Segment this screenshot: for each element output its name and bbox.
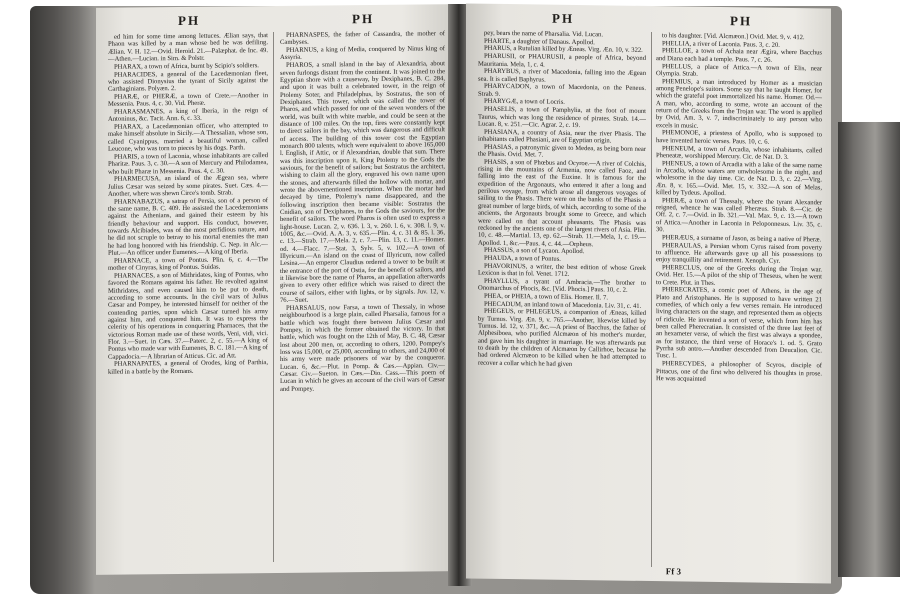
dictionary-entry: PHEMONOE, a priestess of Apollo, who is supposed to have invented heroic verses. Paus. 10, c. 6. bbox=[656, 129, 822, 146]
adjacent-book-edge bbox=[838, 122, 900, 577]
dictionary-entry: PHEMIUS, a man introduced by Homer as a musician among Penelope's suitors. Some say that he taught Homer, for which the grateful poet immortalized his name. Homer. Od.—A man, who, according to some, wrote an account of the return of the Greeks from the Trojan war. The word is applied by Ovid, Am. 3, v. 7, indiscriminately to any person who excels in music. bbox=[656, 77, 822, 130]
dictionary-entry: PHARNABAZUS, a satrap of Persia, son of a person of the same name, B. C. 409. He assisted the Lacedæmonians against the Athenians, and gained their esteem by his friendly behaviour and support. His conduct, however, towards Alcibiades, was of the most perfidious nature, and he did not scruple to betray to his mortal enemies the man he had long honored with his friendship. C. Nep. in Alc.—Plut.—An officer under Eumenes.—A king of Iberia. bbox=[108, 196, 268, 257]
dictionary-entry: PHARASMANES, a king of Iberia, in the reign of Antoninus, &c. Tacit. Ann. 6, c. 33. bbox=[108, 107, 268, 124]
left-page bbox=[96, 4, 456, 575]
page-signature: Ff 3 bbox=[665, 566, 681, 577]
dictionary-entry: pey, bears the name of Pharsalia. Vid. Lucan. bbox=[484, 29, 603, 39]
right-page-column-2 bbox=[656, 32, 822, 569]
right-page-header-left: PH bbox=[552, 10, 575, 26]
dictionary-entry: PHAYLLUS, a tyrant of Ambracia.—The brother to Onomarchus of Phocis, &c. [Vid. Phocis.] Paus. 10, c. 2. bbox=[478, 277, 646, 294]
dictionary-entry: PHASIANA, a country of Asia, near the river Phasis. The inhabitants called Phasiani, are of Egyptian origin. bbox=[478, 128, 646, 145]
dictionary-entry: PHASELIS, a town of Pamphylia, at the foot of mount Taurus, which was long the residence of pirates. Strab. 14.—Lucan. 8, v. 251.—Cic. Agrar. 2, c. 19. bbox=[478, 105, 646, 129]
left-page-column-1 bbox=[108, 32, 268, 569]
dictionary-entry: PHARNAPATES, a general of Orodes, king of Parthia, killed in a battle by the Romans. bbox=[108, 359, 268, 376]
dictionary-entry: PHEGEUS, or PHLEGEUS, a companion of Æneas, killed by Turnus. Virg. Æn. 9, v. 765.—Another, likewise killed by Turnus. Id. 12, v. 371, &c.—A priest of Bacchus, the father of Alphesiboea, who purified Alcmæon of his mother's murder, and gave him his daughter in marriage. He was afterwards put to death by the children of Alcmæon by Callirhoe, because he had ordered Alcmæon to be killed when he had attempted to recover a collar which he had given bbox=[478, 308, 646, 368]
left-page-header-left: PH bbox=[178, 12, 201, 29]
dictionary-entry: PHARUS, a Rutulian killed by Æneas. Virg. Æn. 10, v. 322. bbox=[484, 45, 643, 55]
right-page bbox=[466, 3, 831, 583]
dictionary-entry: PHARNASPES, the father of Cassandra, the mother of Cambyses. bbox=[280, 30, 445, 47]
dictionary-entry: PHARACIDES, a general of the Lacedæmonian fleet, who assisted Dionysius the tyrant of Sicily against the Carthaginians. Polyæn. 2. bbox=[108, 69, 268, 93]
dictionary-entry: ed him for some time among lettuces. Ælian says, that Phaon was killed by a man whose bed he was defiling. Ælian. V. H. 12.—Ovid. Heroid. 21.—Palæphat. de Inc. 49.—Athen.—Lucian. in Sim. & Polstr. bbox=[108, 32, 268, 63]
dictionary-entry: PHECADUM, an inland town of Macedonia. Liv. 31, c. 41. bbox=[484, 300, 642, 310]
dictionary-entry: PHARTE, a daughter of Danaus. Apollod. bbox=[484, 37, 595, 46]
dictionary-entry: PHELLIA, a river of Laconia. Paus. 3, c. 20. bbox=[662, 39, 780, 49]
dictionary-entry: PHERECLUS, one of the Greeks during the Trojan war. Ovid. Her. 15.—A pilot of the ship of Theseus, when he went to Crete. Plut. in Thes. bbox=[656, 264, 822, 287]
dictionary-entry: PHERECRATES, a comic poet of Athens, in the age of Plato and Aristophanes. He is supposed to have written 21 comedies, of which only a few verses remain. He introduced living characters on the stage, and represented them as objects of ridicule. He invented a sort of verse, which from him has been called Pherecratian. It consisted of the three last feet of an hexameter verse, of which the first was always a spondee, as for instance, the third verse of Horace's 1. od. 5. Grato Pyrrha sub antro.—Another descended from Deucalion. Cic. Tusc. 1. bbox=[656, 286, 822, 360]
dictionary-entry: PHARIS, a town of Laconia, whose inhabitants are called Pharitæ. Paus. 3, c. 30.—A son of Mercury and Philodamea, who built Pharæ in Messenia. Paus. 4, c. 30. bbox=[108, 151, 268, 176]
dictionary-entry: PHENEUM, a town of Arcadia, whose inhabitants, called Pheneatæ, worshipped Mercury. Cic. de Nat. D. 3. bbox=[656, 144, 822, 161]
dictionary-entry: PHERECYDES, a philosopher of Scyros, disciple of Pittacus, one of the first who delivered his thoughts in prose. He was acquainted bbox=[656, 360, 822, 383]
dictionary-entry: PHAROS, a small island in the bay of Alexandria, about seven furlongs distant from the continent. It was joined to the Egyptian shore with a causeway, by Dexiphanes, B. C. 284, and upon it was built a celebrated tower, in the reign of Ptolemy Soter, and Philadelphus, by Sostratus, the son of Dexiphanes. This tower, which was called the tower of Pharos, and which passed for one of the seven wonders of the world, was built with white marble, and could be seen at the distance of 100 miles. On the top, fires were constantly kept to direct sailors in the bay, which was dangerous and difficult of access. The building of this tower cost the Egyptian monarch 800 talents, which were equivalent to above 165,000 l. English, if Attic, or if Alexandrian, double that sum. There was this inscription upon it, King Ptolemy to the Gods the saviours, for the benefit of sailors; but Sostratus the architect, wishing to claim all the glory, engraved his own name upon the stones, and afterwards filled the hollow with mortar, and wrote the abovementioned inscription. When the mortar had decayed by time, Ptolemy's name disappeared, and the following inscription then became visible: Sostratus the Cnidian, son of Dexiphanes, to the Gods the saviours, for the benefit of sailors. The word Pharos is often used to express a light-house. Lucan. 2, v. 636. l. 3, v. 260. l. 6, v. 308. l. 9, v. 1005, &c.—Ovid. A. A. 3, v. 635.—Plin. 4, c. 31 & 85. l. 36, c. 13.—Strab. 17.—Mela. 2, c. 7.—Plin. 13, c. 11.—Homer. od. 4.—Flacc. 7.—Stat. 3, Sylv. 5, v. 102.—A town of Illyricum.—An island on the coast of Illyricum, now called Lesina.—An emperor Claudius ordered a tower to be built at the entrance of the port of Ostia, for the benefit of sailors, and it likewise bore the name of Pharos, an appellation afterwards given to every other edifice which was raised to direct the course of sailors, either with lights, or by signals. Juv. 12, v. 76.—Suet. bbox=[280, 60, 445, 305]
right-page-column-1 bbox=[478, 30, 646, 567]
dictionary-entry: PHERÆUS, a surname of Jason, as being a native of Pheræ. bbox=[662, 233, 822, 244]
dictionary-entry: PHAUDA, a town of Pontus. bbox=[484, 254, 561, 263]
dictionary-entry: PHARUSII, or PHAURUSII, a people of Africa, beyond Mauritania. Mela, 1, c. 4. bbox=[478, 52, 646, 69]
dictionary-entry: PHENEUS, a town of Arcadia with a lake of the same name in Arcadia, whose waters are unwholesome in the night, and wholesome in the day time. Cic. de Nat. D. 3, c. 22.—Virg. Æn. 8, v. 165.—Ovid. Met. 15, v. 332.—A son of Melas, killed by Tydeus. Apollod. bbox=[656, 159, 822, 198]
dictionary-entry: PHARAX, a town of Africa, burnt by Scipio's soldiers. bbox=[114, 61, 259, 71]
dictionary-entry: PHASSUS, a son of Lycaon. Apollod. bbox=[484, 246, 585, 256]
right-page-header-right: PH bbox=[730, 13, 753, 29]
dictionary-entry: PHARYCADON, a town of Macedonia, on the Peneus. Strab. 9. bbox=[478, 83, 646, 98]
dictionary-entry: PHAVORINUS, a writer, the best edition of whose Greek Lexicon is that in fol. Venet. 1712. bbox=[478, 262, 646, 278]
dictionary-entry: PHARNUS, a king of Media, conquered by Ninus king of Assyria. bbox=[280, 45, 445, 62]
dictionary-entry: PHARAX, a Lacedæmonian officer, who attempted to make himself absolute in Sicily.—A Thessalian, whose son, called Cyanippus, married a beautiful woman, called Leucone, who was torn to pieces by his dogs. Parth. bbox=[108, 122, 268, 153]
dictionary-entry: PHARMECUSA, an island of the Ægean sea, where Julius Cæsar was seized by some pirates. Suet. Cæs. 4.—Another, where was shewn Circe's tomb. Strab. bbox=[108, 174, 268, 198]
dictionary-entry: PHARYBUS, a river of Macedonia, falling into the Ægean sea. It is called Baphyrus. bbox=[478, 67, 646, 84]
column-rule bbox=[273, 32, 274, 562]
dictionary-entry: PHASIS, a son of Phœbus and Ocyroe.—A river of Colchis, rising in the mountains of Armenia, now called Faoz, and falling into the east of the Euxine. It is famous for the expedition of the Argonauts, who entered it after a long and perilous voyage, from which arose all dangerous voyages of sailing to the Phasis. There were on the banks of the Phasis a great number of large birds, of which, according to some of the ancients, the Argonauts brought some to Greece, and which were called on that account pheasants. The Phasis was reckoned by the ancients one of the largest rivers of Asia. Plin. 10, c. 48.—Martial. 13, ep. 62.—Strab. 11.—Mela, 1, c. 19.—Apollod. 1, &c.—Paus. 4, c. 44.—Orpheus. bbox=[478, 158, 646, 248]
dictionary-entry: PHARNACES, a son of Mithridates, king of Pontus, who favored the Romans against his father. He revolted against Mithridates, and even caused him to be put to death, according to some accounts. In the civil wars of Julius Cæsar and Pompey, he interested himself for neither of the contending parties, upon which Cæsar turned his army against him, and conquered him. It was to express the celerity of his operations in conquering Pharnaces, that the victorious Roman made use of these words, Veni, vidi, vici. Flor. 3.—Suet. in Cæs. 37.—Paterc. 2, c. 55.—A king of Pontus who made war with Eumenes, B. C. 181.—A king of Cappadocia.—A librarian of Atticus. Cic. ad Att. bbox=[108, 270, 268, 361]
dictionary-entry: PHELLUS, a place of Attica.—A town of Elis, near Olympia. Strab. bbox=[656, 62, 822, 78]
dictionary-entry: to his daughter. [Vid. Alcmæon.] Ovid. Met. 9, v. 412. bbox=[662, 32, 805, 42]
dictionary-entry: PHERÆ, a town of Thessaly, where the tyrant Alexander reigned, whence he was called Pheræus. Strab. 8.—Cic. de Off. 2, c. 7.—Ovid. in Ib. 321.—Val. Max. 9, c. 13.—A town of Attica.—Another in Laconia in Peloponnesus. Liv. 35, c. 30. bbox=[656, 196, 822, 234]
dictionary-entry: PHARÆ, or PHERÆ, a town of Crete.—Another in Messenia. Paus. 4, c. 30. Vid. Pheræ. bbox=[108, 92, 268, 109]
dictionary-entry: PHEA, or PHEIA, a town of Elis. Homer. Il. 7. bbox=[484, 292, 608, 302]
dictionary-entry: PHASIAS, a patronymic given to Medea, as being born near the Phasis. Ovid. Met. 7. bbox=[478, 143, 646, 159]
dictionary-entry: PHARNACE, a town of Pontus. Plin. 6, c. 4.—The mother of Cinyras, king of Pontus. Suidas. bbox=[108, 255, 268, 272]
dictionary-entry: PHERAULAS, a Persian whom Cyrus raised from poverty to affluence. He afterwards gave up all his possessions to enjoy tranquillity and retirement. Xenoph. Cyr. bbox=[656, 241, 822, 266]
dictionary-entry: PHELLOE, a town of Achaia near Ægira, where Bacchus and Diana each had a temple. Paus. 7, c. 26. bbox=[656, 47, 822, 64]
dictionary-entry: PHARYGÆ, a town of Locris. bbox=[484, 98, 565, 107]
left-page-header-right: PH bbox=[352, 10, 375, 27]
column-rule bbox=[651, 32, 652, 567]
left-page-column-2 bbox=[280, 30, 445, 567]
dictionary-entry: PHARSALUS, now Farsa, a town of Thessaly, in whose neighbourhood is a large plain, called Pharsalia, famous for a battle which was fought there between Julius Cæsar and Pompey, in which the former obtained the victory. In that battle, which was fought on the 12th of May, B. C. 48, Cæsar lost about 200 men, or, according to others, 1200. Pompey's loss was 15,000, or 25,000, according to others, and 24,000 of his army were made prisoners of war by the conqueror. Lucan. 6, &c.—Plut. in Pomp. & Cæs.—Appian. Civ.—Cæsar. Civ.—Sueton. in Cæs.—Dio. Cass.—This poem of Lucan in which he gives an account of the civil wars of Cæsar and Pompey. bbox=[280, 303, 445, 393]
